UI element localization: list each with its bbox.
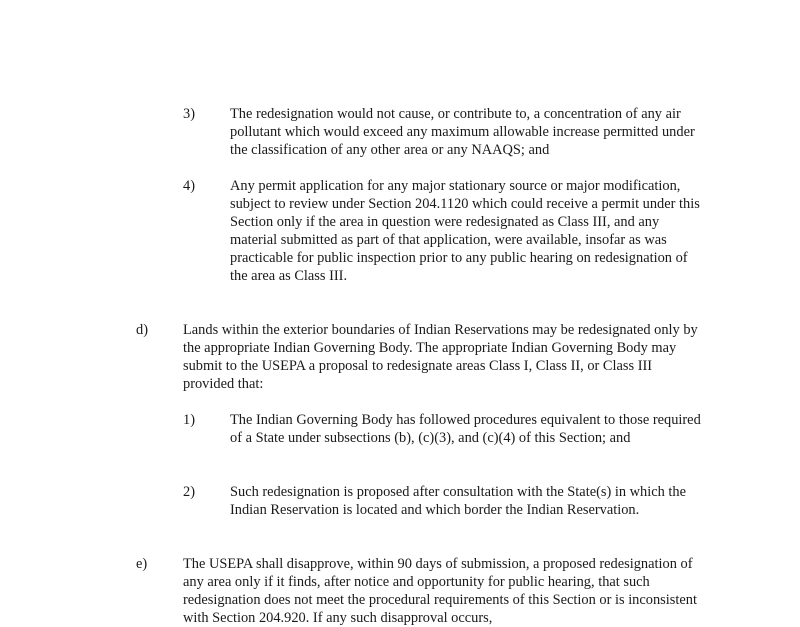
item-text: Any permit application for any major stationary source or major modification, subject to review under Section 204.1120 which could receive a permit under this Section only if the area in question were redesignated as Class III, and any material submitted as part of that application, were available, insofar as was practicable for public inspection prior to any public hearing on redesignation of the area as Class III. [230, 178, 700, 284]
item-label: 4) [183, 178, 195, 194]
item-text: Lands within the exterior boundaries of Indian Reservations may be redesignated only by the appropriate Indian Governing Body. The appropriate Indian Governing Body may submit to the USEPA a proposal to redesignate areas Class I, Class II, or Class III provided that: [183, 322, 698, 392]
item-text: Such redesignation is proposed after consultation with the State(s) in which the Indian Reservation is located and which border the Indian Reservation. [230, 484, 687, 518]
item-label: d) [136, 322, 148, 338]
item-label: 1) [183, 412, 195, 428]
item-text: The Indian Governing Body has followed procedures equivalent to those required of a State under subsections (b), (c)(3), and (c)(4) of this Section; and [230, 412, 701, 446]
item-label: 2) [183, 484, 195, 500]
item-text: The USEPA shall disapprove, within 90 days of submission, a proposed redesignation of any area only if it finds, after notice and opportunity for public hearing, that such redesignation does not meet the procedural requirements of this Section or is inconsistent with Section 204.920. If any such disapproval occurs, [183, 556, 697, 626]
item-text: The redesignation would not cause, or contribute to, a concentration of any air pollutant which would exceed any maximum allowable increase permitted under the classification of any other area or any NAAQS; and [230, 106, 695, 158]
item-label: e) [136, 556, 148, 572]
item-label: 3) [183, 106, 195, 122]
